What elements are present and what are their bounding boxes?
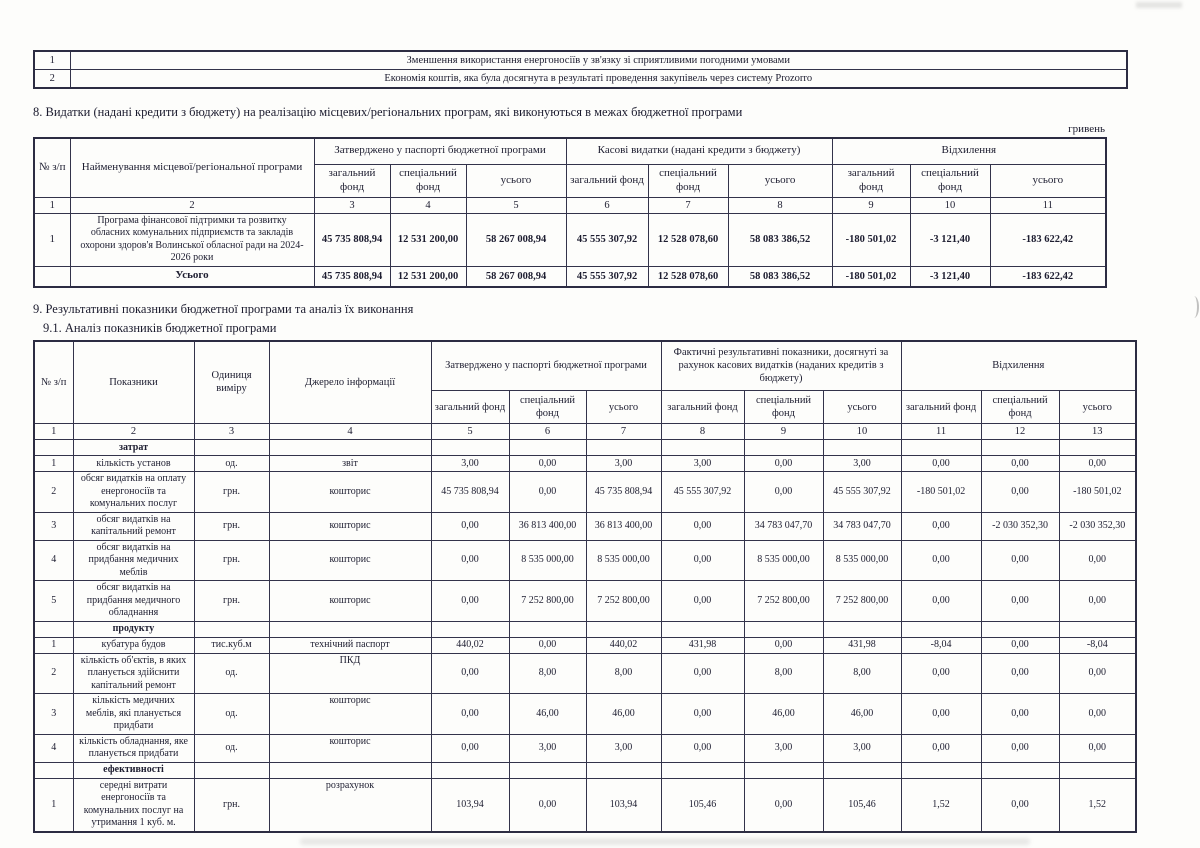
source-cell: розрахунок [269,778,431,832]
value-cell: 0,00 [431,512,509,540]
col-number: 9 [832,197,910,213]
value-cell: 46,00 [744,694,823,735]
table-row [34,70,1127,89]
section9-subtitle: 9.1. Аналіз показників бюджетної програми [43,320,277,335]
col-number: 2 [70,197,314,213]
section-row [34,762,1136,778]
col-header: усього [466,164,566,197]
col-header: усього [728,164,832,197]
table-cell: Зменшення використання енергоносіїв у зв'язку зі сприятливими погодними умовами [70,51,1127,70]
unit-cell: грн. [194,472,269,513]
value-cell: 34 783 047,70 [744,512,823,540]
table-cell: 12 528 078,60 [648,266,728,287]
col-header: загальний фонд [431,391,509,424]
value-cell: 0,00 [1059,653,1136,694]
table-cell [509,440,586,456]
table-row [34,456,1136,472]
value-cell: 0,00 [1059,581,1136,622]
table-cell [586,440,661,456]
column-number-row [34,197,1106,213]
value-cell: 0,00 [744,778,823,832]
col-header: № з/п [34,341,73,424]
row-number-cell: 5 [34,581,73,622]
col-header: спеціальний фонд [910,164,990,197]
value-cell: 431,98 [661,637,744,653]
value-cell: 0,00 [901,694,981,735]
value-cell: 0,00 [1059,694,1136,735]
row-number-cell: 1 [34,637,73,653]
unit-cell: од. [194,653,269,694]
table-cell [901,440,981,456]
table-cell [1059,762,1136,778]
value-cell: 7 252 800,00 [744,581,823,622]
value-cell: 1,52 [901,778,981,832]
col-number: 7 [648,197,728,213]
unit-cell: од. [194,694,269,735]
table-cell [661,621,744,637]
table-cell: 58 083 386,52 [728,266,832,287]
group-header: Касові видатки (надані кредити з бюджету) [566,138,832,164]
section-label-cell: затрат [73,440,194,456]
group-header: Відхилення [832,138,1106,164]
indicator-cell: кількість обладнання, яке планується придбати [73,734,194,762]
table-row [34,581,1136,622]
value-cell: 103,94 [586,778,661,832]
col-number: 9 [744,424,823,440]
row-number-cell: 4 [34,540,73,581]
value-cell: 0,00 [661,653,744,694]
total-row [34,266,1106,287]
table-cell [431,762,509,778]
col-number: 13 [1059,424,1136,440]
table-cell [823,621,901,637]
col-number: 7 [586,424,661,440]
value-cell: -8,04 [901,637,981,653]
value-cell: 7 252 800,00 [586,581,661,622]
table-cell [269,440,431,456]
row-number-cell: 4 [34,734,73,762]
indicator-cell: кількість об'єктів, в яких планується здійснити капітальний ремонт [73,653,194,694]
value-cell: 0,00 [981,540,1059,581]
source-cell: ПКД [269,653,431,694]
indicator-cell: середні витрати енергоносіїв та комунальних послуг на утримання 1 куб. м. [73,778,194,832]
table-row [34,694,1136,735]
table-cell [901,762,981,778]
value-cell: 45 555 307,92 [661,472,744,513]
value-cell: 7 252 800,00 [823,581,901,622]
value-cell: 0,00 [901,456,981,472]
table-cell [194,621,269,637]
value-cell: 3,00 [586,456,661,472]
value-cell: 0,00 [1059,456,1136,472]
table-cell: -180 501,02 [832,213,910,266]
section9-table-body [34,440,1136,832]
section-label-cell: ефективності [73,762,194,778]
source-cell: кошторис [269,472,431,513]
col-header: спеціальний фонд [744,391,823,424]
value-cell: 8,00 [744,653,823,694]
value-cell: 431,98 [823,637,901,653]
table-row [34,540,1136,581]
indicator-cell: кількість установ [73,456,194,472]
value-cell: -2 030 352,30 [981,512,1059,540]
table-cell: -3 121,40 [910,266,990,287]
value-cell: 0,00 [661,540,744,581]
col-header: спеціальний фонд [981,391,1059,424]
col-header: усього [1059,391,1136,424]
value-cell: -180 501,02 [901,472,981,513]
table-cell [34,762,73,778]
table-cell: 12 531 200,00 [390,213,466,266]
table-cell [823,762,901,778]
group-header: Фактичні результативні показники, досягнуті за рахунок касових видатків (наданих кредитів з бюджету) [661,341,901,391]
col-number: 8 [661,424,744,440]
row-number-cell: 3 [34,512,73,540]
table-cell: Економія коштів, яка була досягнута в результаті проведення закупівель через систему Prozorro [70,70,1127,89]
value-cell: 0,00 [509,472,586,513]
indicator-cell: кількість медичних меблів, які планується придбати [73,694,194,735]
value-cell: 0,00 [431,694,509,735]
value-cell: 8 535 000,00 [823,540,901,581]
table-cell [34,621,73,637]
col-header: Джерело інформації [269,341,431,424]
row-number-cell: 2 [34,70,70,89]
table-cell: 12 528 078,60 [648,213,728,266]
value-cell: 34 783 047,70 [823,512,901,540]
table-cell [34,440,73,456]
col-header: усього [823,391,901,424]
table-cell: -183 622,42 [990,266,1106,287]
value-cell: 0,00 [661,734,744,762]
value-cell: 0,00 [901,512,981,540]
row-number-cell: 2 [34,653,73,694]
value-cell: 3,00 [744,734,823,762]
program-name-cell: Програма фінансової підтримки та розвитку обласних комунальних підприємств та закладів охорони здоров'я Волинської обласної ради на 2024-2026 роки [70,213,314,266]
source-cell: кошторис [269,734,431,762]
row-number-cell: 3 [34,694,73,735]
scan-artifact [1136,2,1182,8]
value-cell: 45 555 307,92 [823,472,901,513]
indicator-cell: обсяг видатків на капітальний ремонт [73,512,194,540]
table-cell: 45 555 307,92 [566,213,648,266]
value-cell: 0,00 [981,472,1059,513]
header-row [34,138,1106,164]
value-cell: 0,00 [661,512,744,540]
indicator-cell: кубатура будов [73,637,194,653]
col-header: спеціальний фонд [390,164,466,197]
value-cell: 0,00 [431,540,509,581]
value-cell: 0,00 [661,581,744,622]
value-cell: 3,00 [586,734,661,762]
value-cell: -180 501,02 [1059,472,1136,513]
table-cell: 58 267 008,94 [466,213,566,266]
col-number: 6 [509,424,586,440]
table-cell: 45 735 808,94 [314,266,390,287]
value-cell: 36 813 400,00 [586,512,661,540]
value-cell: -8,04 [1059,637,1136,653]
table-row [34,653,1136,694]
table-cell: 45 555 307,92 [566,266,648,287]
table-row [34,734,1136,762]
col-header: загальний фонд [661,391,744,424]
table-cell: 12 531 200,00 [390,266,466,287]
table-row [34,213,1106,266]
col-number: 1 [34,424,73,440]
section-label-cell: продукту [73,621,194,637]
table-cell [744,440,823,456]
value-cell: 0,00 [1059,540,1136,581]
value-cell: 440,02 [431,637,509,653]
table-cell: -183 622,42 [990,213,1106,266]
table-cell [901,621,981,637]
scan-artifact [1189,296,1199,318]
value-cell: 0,00 [901,540,981,581]
col-number: 1 [34,197,70,213]
source-cell: кошторис [269,581,431,622]
group-header: Затверджено у паспорті бюджетної програми [314,138,566,164]
value-cell: 0,00 [509,778,586,832]
unit-cell: грн. [194,581,269,622]
section8-table [33,137,1107,288]
value-cell: 0,00 [431,581,509,622]
row-number-cell: 1 [34,51,70,70]
currency-note: гривень [1068,123,1105,135]
value-cell: 105,46 [823,778,901,832]
value-cell: 8 535 000,00 [744,540,823,581]
value-cell: 0,00 [431,734,509,762]
table-cell [194,440,269,456]
indicator-cell: обсяг видатків на придбання медичних меблів [73,540,194,581]
table-cell: 58 083 386,52 [728,213,832,266]
col-header: Найменування місцевої/регіональної програми [70,138,314,197]
value-cell: 103,94 [431,778,509,832]
value-cell: -2 030 352,30 [1059,512,1136,540]
col-header: загальний фонд [832,164,910,197]
col-number: 6 [566,197,648,213]
value-cell: 0,00 [744,456,823,472]
unit-cell: грн. [194,540,269,581]
value-cell: 0,00 [509,637,586,653]
column-number-row [34,424,1136,440]
section-row [34,440,1136,456]
value-cell: 8 535 000,00 [586,540,661,581]
value-cell: 0,00 [509,456,586,472]
table-cell: -180 501,02 [832,266,910,287]
value-cell: 46,00 [509,694,586,735]
table-row [34,637,1136,653]
section9-table [33,340,1137,833]
source-cell: кошторис [269,512,431,540]
col-number: 5 [431,424,509,440]
value-cell: 8 535 000,00 [509,540,586,581]
value-cell: 46,00 [586,694,661,735]
value-cell: 440,02 [586,637,661,653]
row-number-cell: 1 [34,778,73,832]
value-cell: 0,00 [981,778,1059,832]
col-number: 10 [823,424,901,440]
table-cell [431,621,509,637]
col-header: загальний фонд [566,164,648,197]
table-cell [823,440,901,456]
group-header: Відхилення [901,341,1136,391]
table-cell: 45 735 808,94 [314,213,390,266]
source-cell: звіт [269,456,431,472]
value-cell: 0,00 [1059,734,1136,762]
col-number: 5 [466,197,566,213]
col-number: 8 [728,197,832,213]
value-cell: 0,00 [661,694,744,735]
table-cell [34,266,70,287]
value-cell: 3,00 [431,456,509,472]
table-cell [661,762,744,778]
value-cell: 45 735 808,94 [586,472,661,513]
col-header: Показники [73,341,194,424]
value-cell: 0,00 [431,653,509,694]
col-number: 2 [73,424,194,440]
value-cell: 1,52 [1059,778,1136,832]
value-cell: 0,00 [901,581,981,622]
previous-section-table [33,50,1128,89]
col-number: 3 [314,197,390,213]
total-label-cell: Усього [70,266,314,287]
table-row [34,472,1136,513]
value-cell: 7 252 800,00 [509,581,586,622]
value-cell: 0,00 [744,637,823,653]
table-cell [509,621,586,637]
value-cell: 0,00 [901,734,981,762]
col-header: усього [586,391,661,424]
table-cell [981,762,1059,778]
table-cell [744,621,823,637]
table-cell [431,440,509,456]
table-cell [1059,621,1136,637]
group-header: Затверджено у паспорті бюджетної програми [431,341,661,391]
col-number: 11 [901,424,981,440]
indicator-cell: обсяг видатків на оплату енергоносіїв та комунальних послуг [73,472,194,513]
table-cell [661,440,744,456]
row-number-cell: 1 [34,213,70,266]
table-cell [981,621,1059,637]
value-cell: 0,00 [744,472,823,513]
table-cell [586,621,661,637]
value-cell: 0,00 [981,581,1059,622]
source-cell: кошторис [269,540,431,581]
section-row [34,621,1136,637]
col-number: 10 [910,197,990,213]
value-cell: 0,00 [981,637,1059,653]
table-cell [586,762,661,778]
table-row [34,778,1136,832]
value-cell: 105,46 [661,778,744,832]
table-cell [194,762,269,778]
table-cell: -3 121,40 [910,213,990,266]
unit-cell: од. [194,734,269,762]
value-cell: 3,00 [509,734,586,762]
col-header: № з/п [34,138,70,197]
row-number-cell: 1 [34,456,73,472]
unit-cell: тис.куб.м [194,637,269,653]
table-cell [744,762,823,778]
row-number-cell: 2 [34,472,73,513]
value-cell: 8,00 [823,653,901,694]
col-header: спеціальний фонд [648,164,728,197]
value-cell: 3,00 [661,456,744,472]
table-cell [1059,440,1136,456]
value-cell: 0,00 [981,653,1059,694]
table-cell [269,621,431,637]
table-cell [981,440,1059,456]
value-cell: 45 735 808,94 [431,472,509,513]
source-cell: технічний паспорт [269,637,431,653]
unit-cell: грн. [194,512,269,540]
table-row [34,512,1136,540]
table-row [34,51,1127,70]
col-number: 4 [390,197,466,213]
value-cell: 0,00 [981,694,1059,735]
value-cell: 0,00 [981,734,1059,762]
unit-cell: грн. [194,778,269,832]
table-cell [269,762,431,778]
value-cell: 36 813 400,00 [509,512,586,540]
section8-title: 8. Видатки (надані кредити з бюджету) на реалізацію місцевих/регіональних програм, які виконуються в межах бюджетної програми [33,105,743,119]
value-cell: 3,00 [823,456,901,472]
col-header: спеціальний фонд [509,391,586,424]
col-header: Одиниця виміру [194,341,269,424]
header-row [34,341,1136,391]
section9-title: 9. Результативні показники бюджетної програми та аналіз їх виконання [33,301,414,316]
col-number: 11 [990,197,1106,213]
col-header: загальний фонд [314,164,390,197]
col-header: усього [990,164,1106,197]
scan-artifact [300,838,1030,845]
indicator-cell: обсяг видатків на придбання медичного обладнання [73,581,194,622]
value-cell: 8,00 [586,653,661,694]
col-header: загальний фонд [901,391,981,424]
source-cell: кошторис [269,694,431,735]
value-cell: 8,00 [509,653,586,694]
value-cell: 3,00 [823,734,901,762]
value-cell: 46,00 [823,694,901,735]
value-cell: 0,00 [981,456,1059,472]
col-number: 3 [194,424,269,440]
col-number: 4 [269,424,431,440]
table-cell: 58 267 008,94 [466,266,566,287]
unit-cell: од. [194,456,269,472]
col-number: 12 [981,424,1059,440]
table-cell [509,762,586,778]
value-cell: 0,00 [901,653,981,694]
